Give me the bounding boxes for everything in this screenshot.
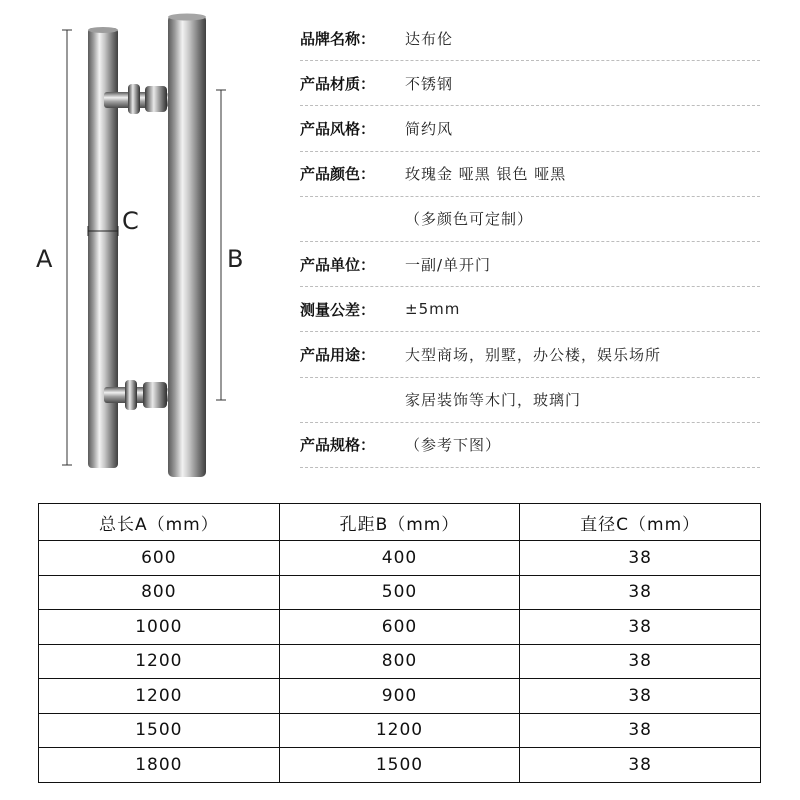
spec-row-unit <box>300 242 760 287</box>
spec-value: （参考下图） <box>405 436 502 455</box>
spec-key: 测量公差： <box>300 300 376 319</box>
dimension-c-label: C <box>122 207 139 235</box>
cell-total-length: 1200 <box>39 679 280 714</box>
header-hole-distance: 孔距B（mm） <box>279 504 520 541</box>
cell-diameter: 38 <box>520 575 761 610</box>
spec-value: ±5mm <box>405 300 461 319</box>
spec-row-material <box>300 61 760 106</box>
spec-value: 玫瑰金 哑黑 银色 哑黑 <box>405 165 567 184</box>
table-row <box>39 713 761 748</box>
spec-value: （多颜色可定制） <box>405 210 534 229</box>
cell-total-length: 1800 <box>39 748 280 783</box>
spec-row-size <box>300 423 760 468</box>
spec-row-brand <box>300 16 760 61</box>
spec-key: 产品材质： <box>300 74 376 93</box>
spec-key: 产品风格： <box>300 119 376 138</box>
table-row <box>39 541 761 576</box>
cell-hole-distance: 900 <box>279 679 520 714</box>
table-row <box>39 644 761 679</box>
cell-hole-distance: 1500 <box>279 748 520 783</box>
spec-key: 产品单位： <box>300 255 376 274</box>
spec-value: 大型商场，别墅，办公楼，娱乐场所 <box>405 345 662 364</box>
spec-key: 产品颜色： <box>300 165 376 184</box>
spec-row-usage <box>300 332 760 377</box>
cell-hole-distance: 1200 <box>279 713 520 748</box>
spec-row-tolerance <box>300 287 760 332</box>
spec-value: 家居装饰等木门，玻璃门 <box>405 391 582 410</box>
table-header-row <box>39 504 761 541</box>
spec-key: 品牌名称： <box>300 29 376 48</box>
spec-row-usage-continued <box>300 378 760 423</box>
cell-hole-distance: 500 <box>279 575 520 610</box>
spec-value: 一副/单开门 <box>405 255 492 274</box>
cell-diameter: 38 <box>520 713 761 748</box>
cell-hole-distance: 400 <box>279 541 520 576</box>
cell-diameter: 38 <box>520 541 761 576</box>
spec-row-color-note <box>300 197 760 242</box>
spec-value: 不锈钢 <box>405 74 454 93</box>
cell-hole-distance: 800 <box>279 644 520 679</box>
spec-value: 达布伦 <box>405 29 454 48</box>
dimension-b-line <box>216 90 226 400</box>
spec-row-style <box>300 106 760 151</box>
spec-list <box>300 16 760 468</box>
door-handle-illustration <box>0 0 300 480</box>
cell-diameter: 38 <box>520 644 761 679</box>
table-row <box>39 610 761 645</box>
cell-hole-distance: 600 <box>279 610 520 645</box>
table-row <box>39 748 761 783</box>
dimension-a-label: A <box>36 245 53 273</box>
table-row <box>39 679 761 714</box>
cell-total-length: 1200 <box>39 644 280 679</box>
dimension-a-line <box>62 30 72 465</box>
cell-diameter: 38 <box>520 610 761 645</box>
cell-total-length: 1500 <box>39 713 280 748</box>
table-row <box>39 575 761 610</box>
header-total-length: 总长A（mm） <box>39 504 280 541</box>
spec-row-color <box>300 152 760 197</box>
size-table <box>38 503 761 783</box>
cell-total-length: 1000 <box>39 610 280 645</box>
spec-key: 产品规格： <box>300 436 376 455</box>
spec-value: 简约风 <box>405 119 454 138</box>
cell-total-length: 600 <box>39 541 280 576</box>
rear-handle-tube <box>168 14 206 478</box>
cell-total-length: 800 <box>39 575 280 610</box>
dimension-b-label: B <box>227 245 244 273</box>
cell-diameter: 38 <box>520 679 761 714</box>
header-diameter: 直径C（mm） <box>520 504 761 541</box>
cell-diameter: 38 <box>520 748 761 783</box>
spec-key: 产品用途： <box>300 345 376 364</box>
